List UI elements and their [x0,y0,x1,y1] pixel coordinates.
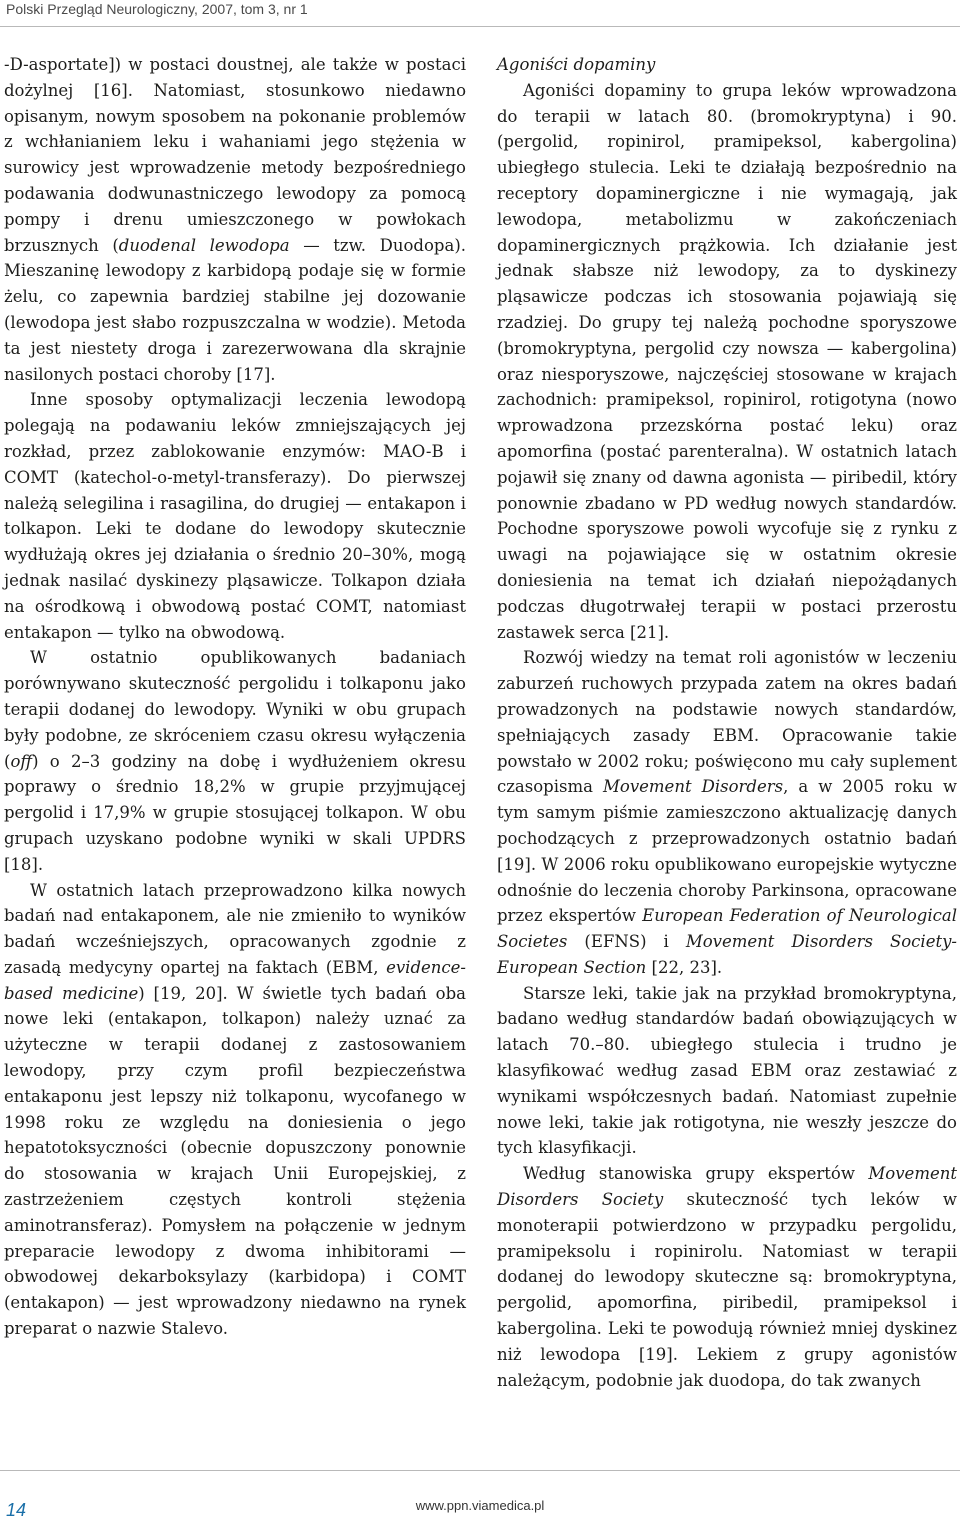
right-column [497,52,957,1393]
journal-title: Polski Przegląd Neurologiczny, 2007, tom 3, nr 1 [6,1,308,17]
left-column [4,52,466,1342]
paragraph-entakapon: W ostatnich latach przeprowadzono kilka nowych badań nad entakaponem, ale nie zmieniło to wyników badań wcześniejszych, opracowanych zgodnie z zasadą medycyny opartej na faktach (EBM, evidence-based medicine) [19, 20]. W świetle tych badań oba nowe leki (entakapon, tolkapon) należy uznać za użyteczne w terapii dodanej z zastosowaniem lewodopy, przy czym profil bezpieczeństwa entakaponu jest lepszy niż tolkaponu, wycofanego w 1998 roku ze względu na doniesienia o jego hepatotoksyczności (obecnie dopuszczony ponownie do stosowania w krajach Unii Europejskiej, z zastrzeżeniem częstych kontroli stężenia aminotransferaz). Pomysłem na połączenie w jednym preparacie lewodopy z dwoma inhibitorami — obwodowej dekarboksylazy (karbidopa) i COMT (entakapon) — jest wprowadzony niedawno na rynek preparat o nazwie Stalevo. [4,880,466,1339]
section-heading: Agoniści dopaminy [497,55,656,74]
page-number: 14 [6,1500,27,1520]
paragraph-ebm-guidelines: Rozwój wiedzy na temat roli agonistów w leczeniu zaburzeń ruchowych przypada zatem na okres badań prowadzonych na podstawie nowych standardów, spełniających zasady EBM. Opracowanie takie powstało w 2002 roku; poświęcono mu cały suplement czasopisma Movement Disorders, a w 2005 roku w tym samym piśmie zamieszczono aktualizację danych pochodzących z przeprowadzonych ostatnio badań [19]. W 2006 roku opublikowano europejskie wytyczne odnośnie do leczenia choroby Parkinsona, opracowane przez ekspertów European Federation of Neurological Societes (EFNS) i Movement Disorders Society-European Section [22, 23]. [497,648,957,977]
paragraph-enzyme-inhibitors: Inne sposoby optymalizacji leczenia lewodopą polegają na podawaniu leków zmniejszających jej rozkład, przez zablokowanie enzymów: MAO-B i COMT (katechol-o-metyl-transferazy). Do pierwszej należą selegilina i rasagilina, do drugiej — entakapon i tolkapon. Leki te dodane do lewodopy skutecznie wydłużają okres jej działania o średnio 20–30%, mogą jednak nasilać dyskinezy pląsawicze. Tolkapon działa na ośrodkową i obwodową postać COMT, natomiast entakapon — tylko na obwodową. [4,390,466,642]
journal-url[interactable]: www.ppn.viamedica.pl [415,1498,545,1513]
header-divider [0,26,960,27]
running-header [0,0,960,30]
paragraph-agonists-intro: Agoniści dopaminy to grupa leków wprowadzona do terapii w latach 80. (bromokryptyna) i 90. (pergolid, ropinirol, pramipeksol, kabergolina) ubiegłego stulecia. Leki te działają bezpośrednio na receptory dopaminergiczne i nie wymagają, jak lewodopa, metabolizmu w zakończeniach dopaminergicznych prążkowia. Ich działanie jest jednak słabsze niż lewodopy, za to dyskinezy pląsawicze podczas ich stosowania pojawiają się rzadziej. Do grupy tej należą pochodne sporyszowe (bromokryptyna, pergolid czy nowsza — kabergolina) oraz niesporyszowe, najczęściej stosowane w krajach zachodnich: pramipeksol, ropinirol, rotigotyna (nowo wprowadzona przezskórna postać leku) oraz apomorfina (postać parenteralna). W ostatnich latach pojawił się znany od dawna agonista — piribedil, który ponownie zbadano w PD według nowych standardów. Pochodne sporyszowe powoli wycofuje się z rynku z uwagi na pojawiające się w ostatnim okresie doniesienia na temat ich działań niepożądanych podczas długotrwałej terapii w postaci przerostu zastawek serca [21]. [497,80,957,642]
paragraph-duodopa: -D-asportate]) w postaci doustnej, ale także w postaci dożylnej [16]. Natomiast, stosunkowo niedawno opisanym, nowym sposobem na pokonanie problemów z wchłanianiem leku i wahaniami jego stężenia w surowicy jest wprowadzenie metody bezpośredniego podawania dodwunastniczego lewodopy za pomocą pompy i drenu umieszczonego w powłokach brzusznych (duodenal lewodopa — tzw. Duodopa). Mieszaninę lewodopy z karbidopą podaje się w formie żelu, co zapewnia bardziej stabilne jej dozowanie (lewodopa jest słabo rozpuszczalna w wodzie). Metoda ta jest niestety droga i zarezerwowana dla skrajnie nasilonych postaci choroby [17]. [4,55,466,384]
footer-divider [0,1470,960,1471]
page-footer [0,1470,960,1528]
paragraph-pergolid-tolkapon: W ostatnio opublikowanych badaniach porównywano skuteczność pergolidu i tolkaponu jako terapii dodanej do lewodopy. Wyniki w obu grupach były podobne, ze skróceniem czasu okresu wyłączenia (off) o 2–3 godziny na dobę i wydłużeniem okresu poprawy o średnio 18,2% w grupie przyjmującej pergolid i 17,9% w grupie stosującej tolkapon. W obu grupach uzyskano podobne wyniki w skali UPDRS [18]. [4,648,466,874]
paragraph-older-drugs: Starsze leki, takie jak na przykład bromokryptyna, badano według standardów badań obowiązujących w latach 70.–80. ubiegłego stulecia i trudno je klasyfikować według zasad EBM oraz zestawiać z wynikami współczesnych badań. Natomiast zupełnie nowe leki, takie jak rotigotyna, nie weszły jeszcze do tych klasyfikacji. [497,983,957,1158]
paragraph-mds-position: Według stanowiska grupy ekspertów Movement Disorders Society skuteczność tych leków w monoterapii potwierdzono w przypadku pergolidu, pramipeksolu i ropinirolu. Natomiast w terapii dodanej do lewodopy skuteczne są: bromokryptyna, pergolid, apomorfina, piribedil, pramipeksol i kabergolina. Leki te powodują również mniej dyskinez niż lewodopa [19]. Lekiem z grupy agonistów należącym, podobnie jak duodopa, do tak zwanych [497,1164,957,1390]
